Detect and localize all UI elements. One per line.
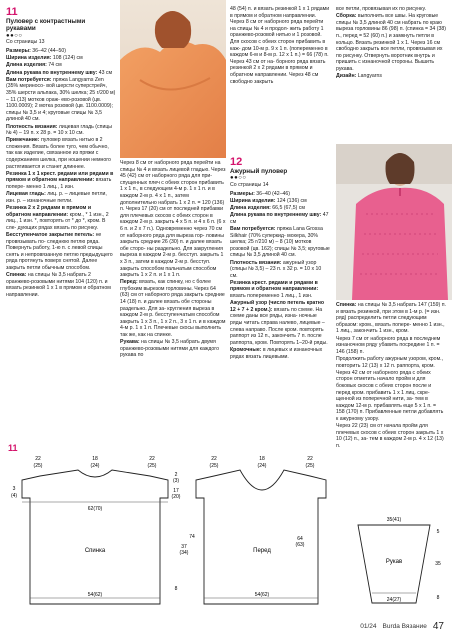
back12-value: Через 7 см от наборного ряда в последнем изнаночном ряду убавить посредине 1 п. = 146 (158) п.	[336, 335, 441, 355]
back-side-right-2: (20)	[171, 494, 181, 500]
assembly-paragraph	[336, 13, 446, 72]
sleeve-bottom: 24(27)	[386, 597, 402, 603]
back12-paragraph	[336, 336, 446, 356]
page-footer	[360, 621, 444, 632]
spec-value: кром., * 1 изн., 2 лиц., 1 изн. *, повторять от * до *, кром. В сле- дующих рядах вязать по рисунку.	[6, 211, 109, 231]
item-12-block	[230, 156, 330, 361]
magazine-name: Burda Вязание	[382, 623, 427, 630]
spec-paragraph	[6, 62, 116, 69]
front-diagram	[196, 456, 326, 604]
sleeve-diagram-area	[336, 515, 452, 615]
back-diagram	[11, 456, 195, 604]
spec-label: Плотность вязания:	[6, 123, 58, 130]
sleeve-side-2: 35	[435, 561, 441, 567]
diagram-area	[0, 440, 330, 630]
back-top-p1: (25)	[33, 463, 43, 469]
sleeve-label: Рукав	[385, 559, 403, 565]
spec-value: 74 см	[46, 62, 62, 69]
assembly-paragraph	[336, 73, 446, 80]
spec12-paragraph	[230, 198, 330, 205]
spec-value: не провязывать по- следнюю петлю ряда. Повернуть работу, 1-ю п. с левой спицы снять и непровязанную петлю предыдущего ряда протянуть поверх снятой. Далее закрыть петли обычным способом.	[6, 231, 113, 271]
spec-value: пряжа Langyarns Zen (35% мериносо- вой шерсти суперстрейч, 35% шерсти альпака, 30% шелка; 25 г/200 м) – 11 (13) мотков ораж- ево-розовой (цв. 1100.0009); 2 мотка розовой (цв. 1100.0009); спицы № 3,5 и 4; круговые спицы № 3,5 длиной 40 см.	[6, 76, 116, 123]
back-side-right-4: 37	[181, 544, 187, 550]
back-side-right-1: 17	[173, 488, 179, 494]
spec12-value: в лицевых и изнаночных рядах вязать лицевыми.	[230, 347, 323, 360]
spec-paragraph	[6, 124, 116, 137]
spec-value: пуловер вязать нитью в 2 сложения. Вязать более туго, чем обычно, так как изделие, связанное из пряжи с содержанием шелка, при ношении немного растягивается и станет длиннее.	[6, 137, 111, 170]
back12-paragraph	[336, 370, 446, 423]
front-right-1: 64	[297, 536, 303, 542]
spec12-value: вязать попеременно 1 лиц., 1 изн.	[230, 293, 313, 300]
col-5	[336, 302, 446, 450]
spec-paragraph	[6, 70, 116, 77]
spec12-paragraph	[230, 205, 330, 212]
spec12-paragraph	[230, 260, 330, 280]
col-1	[6, 6, 116, 299]
assembly-label: Дизайн:	[336, 73, 357, 80]
back-top-2: 18	[92, 456, 98, 462]
photo-pullover-11	[120, 0, 226, 158]
back12-value: Через 42 см от наборного ряда с обеих сторон отметить начало пройм и для боковых скосов с обеих сторон после и перед кром. прибавить 1 x 1 лиц. скре- щенной из поперечной нити, за- тем в каждом 12-м р. прибавлять еще 5 x 1 п. = 158 (170) п. Прибавленные петли добавлять к ажурному узору.	[336, 369, 444, 422]
item-title-12: Ажурный пуловер	[230, 168, 288, 175]
spec12-paragraph	[230, 226, 330, 259]
assembly-value: выполнить все швы. На круговые спицы № 3,5 длиной 40 см набрать по краю выреза горловины 86 (98) п. (спинка = 34 (38) п., перед = 52 (60) п.) и замкнуть петли в кольцо. Вязать резинкой 1 x 1. Через 16 см свободно закрыть все петли, провязывая их по рисунку. Отвернуть воротник внутрь и пришить с изнаночной стороны. Вышить рукава.	[336, 13, 446, 72]
spec12-label: Ширина изделия:	[230, 197, 276, 204]
back-top-1: 22	[35, 456, 41, 462]
front-top-3: 22	[307, 456, 313, 462]
spec-label: Резинка 2 x 2 рядами в прямом и обратном направлении:	[6, 205, 92, 218]
col-3	[230, 6, 330, 86]
spec-label: Вам потребуется:	[6, 76, 52, 83]
spec12-value: 66,5 (67,5) см	[270, 204, 305, 211]
spec-label: Размеры:	[6, 48, 31, 54]
issue-label: 01/24	[360, 623, 377, 630]
front-label: Перед	[253, 548, 271, 554]
spec-paragraph	[6, 137, 116, 170]
spec12-label: Размеры:	[230, 190, 255, 197]
spec-label: Ширина изделия:	[6, 55, 52, 62]
difficulty-rating-12: ●●○○	[230, 175, 247, 182]
back12-paragraph	[336, 356, 446, 369]
pattern-ref-12: Со страницы 14	[230, 182, 269, 188]
item-number-11: 11	[6, 6, 18, 18]
spec-list	[6, 48, 116, 299]
assembly-value: все петли, провязывая их по рисунку.	[336, 6, 426, 12]
page-number: 47	[432, 621, 444, 632]
spec-label: Длина изделия:	[6, 62, 47, 69]
back-width-mid: 62(70)	[87, 506, 103, 512]
section-paragraph	[120, 279, 226, 338]
spec12-paragraph	[230, 300, 330, 346]
spec-label: Примечание:	[6, 137, 40, 144]
spec12-label: Длина рукава по внутреннему шву:	[230, 212, 322, 219]
front-top-p3: (25)	[305, 463, 315, 469]
front-sleeve-text	[120, 279, 226, 359]
assembly-value: Langyarns	[356, 73, 383, 80]
back-text-12	[336, 302, 446, 449]
spec12-value: 36–40 (42–46)	[254, 190, 291, 197]
sleeve-text: 48 (54) п. и вязать резинкой 1 x 1 рядами в прямом и обратном направлении. Через 8 см от наборного ряда перейти на спицы № 4 и продол- жить работу 1 оранжево-розовой нитью и 1 розовой. Для скосов с обеих сторон прибавить в каж- дом 10-м р. 9 x 1 п. (попеременно в каждом 6-м и 8-м р. 12 x 1 п.) = 66 (78) п. Через 43 см от на- борного ряда вязать резинкой 2 x 2 рядами в прямом и обратном направлении. Через 48 см свободно закрыть	[230, 6, 330, 85]
back12-value: Через 22 (23) см от начала пройм для плечевых скосов с обеих сторон закрыть 1 x 10 (12) п., за- тем в каждом 2-м р. 4 x 12 (13) п.	[336, 423, 444, 449]
spec-paragraph	[6, 272, 116, 298]
spec-value: 43 см	[97, 69, 113, 76]
spec12-label: Плотность вязания:	[230, 259, 282, 266]
spec12-value: пряжа Lana Grossa Silkhair (70% суперкид- мохера, 30% шелка; 25 г/210 м) – 8 (10) мотков розовой (цв. 162); спицы № 3,5; круговые спицы № 3,5 длиной 40 см.	[230, 225, 330, 259]
spec12-value: вязать по схеме. На схеме даны все ряды, изна- ночные ряды читать справа налево, лицевые – слева направо. После кром. повторять раппорт из 12 п., закончить 7 п. после раппорта, кром. Повторять 1–20-й ряды.	[230, 306, 328, 346]
item-number-12: 12	[230, 156, 243, 168]
front-top-p1: (25)	[209, 463, 219, 469]
spec-value: 36–42 (44–50)	[30, 48, 67, 54]
photo-pullover-12	[336, 144, 452, 300]
spec-list-12	[230, 191, 330, 361]
spec12-value: 47 см	[230, 212, 329, 225]
back-side-left-2: (4)	[10, 493, 18, 499]
back-top-p3: (25)	[147, 463, 157, 469]
back-side-right-5: (34)	[179, 550, 189, 556]
spec-paragraph	[6, 55, 116, 62]
spec-value: на спицы № 3,5 набрать 2 оранжево-розовыми нитями 104 (120) п. и вязать резинкой 1 x 1 в прямом и обратном направлении.	[6, 272, 111, 298]
spec12-value: 124 (136) см	[275, 197, 307, 204]
spec-value: лиц. р. – лицевые петли, изн. р. – изнаночные петли.	[6, 191, 107, 204]
back-body-text: Через 8 см от наборного ряда перейти на спицы № 4 и вязать лицевой гладью. Через 45 (42) см от наборного ряда для при- спущенных плеч с обеих сторон прибавить 1 x 1 п., в следующем 4-м р. 1 x 1 п. и в каждом 2-м р. 4 x 1 п., затем дополнительно набрать 1 x 2 п. = 120 (136) п. Через 17 (20) см от последней прибавки для плечевых скосов с обеих сторон в каждом 2-м р. закрыть 4 x 5 п. и 4 x 6 п. (6 x 6 п. и 2 x 7 п.). Одновременно через 70 см от наборного ряда для выреза гор- ловины закрыть средние 26 (30) п. и далее вязать обе сторо- ны раздельно. Для закругления выреза в каждом 2-м р. бесступ. закрыть 1 x 3 п., затем в каждом 2-м р. бесступ. закрыть способом пальчатым способом закрыть 1 x 2 п. и 1 x 1 п.	[120, 160, 226, 279]
sleeve-side-1: 5	[436, 529, 440, 535]
front-top-1: 22	[211, 456, 217, 462]
pattern-ref: Со страницы 13	[6, 39, 45, 46]
spec-label: Резинка 1 x 1 крест. рядами или рядами в прямом и обратном направлении:	[6, 170, 114, 184]
front-right-2: (63)	[295, 542, 305, 548]
spec-value: вязать попере- менно 1 лиц., 1 изн.	[6, 177, 112, 191]
sleeve-side-3: 8	[436, 595, 440, 601]
spec-paragraph	[6, 171, 116, 191]
assembly-text	[336, 6, 446, 80]
spec-label: Бесступенчатое закрытие петель:	[6, 231, 95, 238]
front-top-2: 18	[259, 456, 265, 462]
back-side-right-8: (3)	[172, 478, 180, 484]
spec-paragraph	[6, 205, 116, 231]
spec12-paragraph	[230, 347, 330, 360]
spec-value: 108 (124) см	[51, 55, 83, 62]
assembly-paragraph	[336, 6, 446, 13]
spec-value: лицевая гладь (спицы № 4) – 19 п. x 28 р. = 10 x 10 см.	[6, 123, 113, 137]
section-value: на спицы № 3,5 набрать двумя оранжево-розовыми нитями для каждого рукава по	[120, 339, 219, 359]
spec12-value: ажурный узор (спицы № 3,5) – 23 п. x 32 р. = 10 x 10 см.	[230, 259, 322, 279]
spec-label: Длина рукава по внутреннему шву:	[6, 69, 98, 76]
col-4	[336, 6, 446, 80]
spec-paragraph	[6, 232, 116, 272]
spec12-paragraph	[230, 212, 330, 225]
back-width-bottom: 54(62)	[87, 592, 103, 598]
section-label: Перед:	[120, 279, 138, 286]
back-side-right-3: 8	[174, 586, 178, 592]
item-title-11: Пуловер с контрастными рукавами	[6, 18, 86, 33]
diagram-number-11: 11	[8, 443, 18, 453]
front-top-p2: (24)	[257, 463, 267, 469]
difficulty-rating: ●●○○	[6, 32, 23, 39]
spec-label: Спинка:	[6, 272, 27, 279]
spec-paragraph	[6, 191, 116, 204]
spec12-label: Вам потребуется:	[230, 225, 276, 232]
back12-value: Продолжить работу ажурным узором, кром., повторить 12 (13) x 12 п. раппорта, кром.	[336, 355, 444, 369]
back12-paragraph	[336, 423, 446, 449]
back-side-right-7: 2	[174, 472, 178, 478]
back-side-left-1: 3	[12, 486, 16, 492]
col-2	[120, 160, 226, 360]
spec12-label: Длина изделия:	[230, 204, 271, 211]
sleeve-top: 35(41)	[386, 517, 402, 523]
back-top-3: 22	[149, 456, 155, 462]
back12-value: на спицы № 3,5 набрать 147 (159) п. и вязать резинкой, при этом в 1-м р. (= изн. ряд) распределить петли следующим образом: кром., вязать попере- менно 1 изн., 1 лиц., закончить 1 изн., кром.	[336, 302, 446, 335]
spec12-label: Ажурный узор (число петель кратно 12 + 7 + 2 кром.):	[230, 300, 325, 313]
front-width-bottom: 54(62)	[254, 592, 270, 598]
spec12-label: Кромочные:	[230, 347, 262, 353]
spec-paragraph	[6, 77, 116, 123]
assembly-label: Сборка:	[336, 13, 357, 20]
spec12-paragraph	[230, 280, 330, 300]
spec12-paragraph	[230, 191, 330, 198]
back-top-p2: (24)	[90, 463, 100, 469]
spec-paragraph	[6, 48, 116, 55]
section-label: Рукава:	[120, 339, 140, 346]
back12-paragraph	[336, 302, 446, 335]
section-value: вязать, как спинку, но с более глубоким вырезом горловины. Через 64 (63) см от наборного ряда закрыть средние 14 (18) п. и далее вязать обе стороны раздельно. Для за- кругления выреза в каждом 2-м р. бесступенчатым способом закрыть 1 x 3 п., 1 x 2 п., 3 x 1 п. и в каждом 4-м р. 1 x 1 п. Плечевые скосы выполнить так же, как на спинке.	[120, 279, 226, 339]
section-paragraph	[120, 339, 226, 359]
back-side-right-6: 74	[189, 534, 195, 540]
spec12-label: Резинка крест. рядами и рядами в прямом и обратном направлении:	[230, 279, 319, 293]
spec-label: Лицевая гладь:	[6, 191, 46, 198]
back12-label: Спинка:	[336, 302, 357, 308]
back-label: Спинка	[84, 548, 106, 554]
